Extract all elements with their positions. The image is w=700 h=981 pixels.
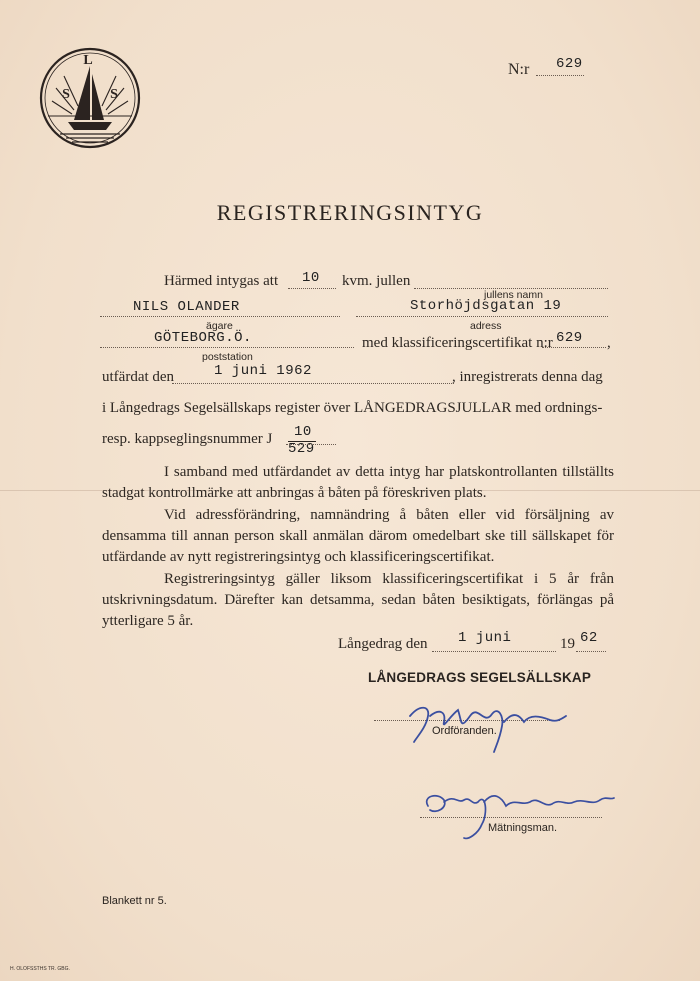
postal-station: GÖTEBORG.Ö. [154,330,252,346]
register-line: i Långedrags Segelsällskaps register över LÅNGEDRAGSJULLAR med ordnings- [102,400,603,416]
place-date-dots [432,651,556,652]
number-label: N:r [508,61,530,78]
caption-owner: ägare [206,320,233,332]
boat-unit: kvm. jullen [342,273,411,289]
registered-suffix: , inregistrerats denna dag [452,369,603,385]
paragraph-control-mark: I samband med utfärdandet av detta intyg har platskontrollanten tillställts stadgat kontrollmärke att anbringas å båten på föreskriven plats. [102,464,614,501]
year-prefix: 19 [560,636,575,652]
organisation-name: LÅNGEDRAGS SEGELSÄLLSKAP [368,670,592,685]
logo-letter-s-right: S [110,87,118,102]
caption-boat-name: jullens namn [484,289,543,301]
chairman-label: Ordföranden. [432,725,497,737]
address-dots [356,316,608,317]
owner-name: NILS OLANDER [133,299,240,315]
year-suffix: 62 [580,630,598,646]
year-dots [576,651,606,652]
paragraph-validity: Registreringsintyg gäller liksom klassificeringscertifikat i 5 år från utskrivningsdatum. Därefter kan detsamma, sedan båten besiktigats, förlängas på ytterligare 5 år. [102,571,614,629]
cert-dots [542,347,606,348]
caption-postal: poststation [202,351,253,363]
kapp-label: resp. kappseglingsnummer J [102,431,273,447]
sls-logo [38,46,142,150]
certify-prefix: Härmed intygas att [164,273,279,289]
place-date: 1 juni [458,630,512,646]
page-title: REGISTRERINGSINTYG [216,200,484,225]
boat-size: 10 [302,270,320,286]
chairman-signature [400,686,570,756]
cert-comma: , [607,335,611,351]
issued-label: utfärdat den [102,369,175,385]
measurer-label: Mätningsman. [488,822,558,834]
certificate-number: 629 [556,330,583,346]
place-label: Långedrag den [338,636,428,652]
paragraph-address-change: Vid adressförändring, namnändring å båten eller vid försäljning av densamma till annan person skall anmälan därom omedelbart ske till sällskapet för utfärdande av nytt registreringsintyg och klassificeringscertifikat. [102,507,614,565]
form-number: Blankett nr 5. [102,895,167,907]
logo-letter-l: L [83,53,93,68]
issued-dots [172,383,454,384]
owner-address: Storhöjdsgatan 19 [410,298,562,314]
issued-date: 1 juni 1962 [214,363,312,379]
caption-address: adress [470,320,502,332]
measurer-signature [418,784,618,844]
owner-dots [100,316,340,317]
kapp-dots [286,444,336,445]
certificate-label: med klassificeringscertifikat n:r [362,335,553,351]
kapp-number-bottom: 529 [288,441,315,457]
printer-imprint: H. OLOFSSTHS TR. GBG. [10,966,70,972]
kapp-number-top: 10 [294,424,312,440]
size-dots [288,288,336,289]
postal-dots [100,347,354,348]
number-value: 629 [556,56,583,72]
logo-letter-s-left: S [62,87,70,102]
number-dots [536,75,584,76]
